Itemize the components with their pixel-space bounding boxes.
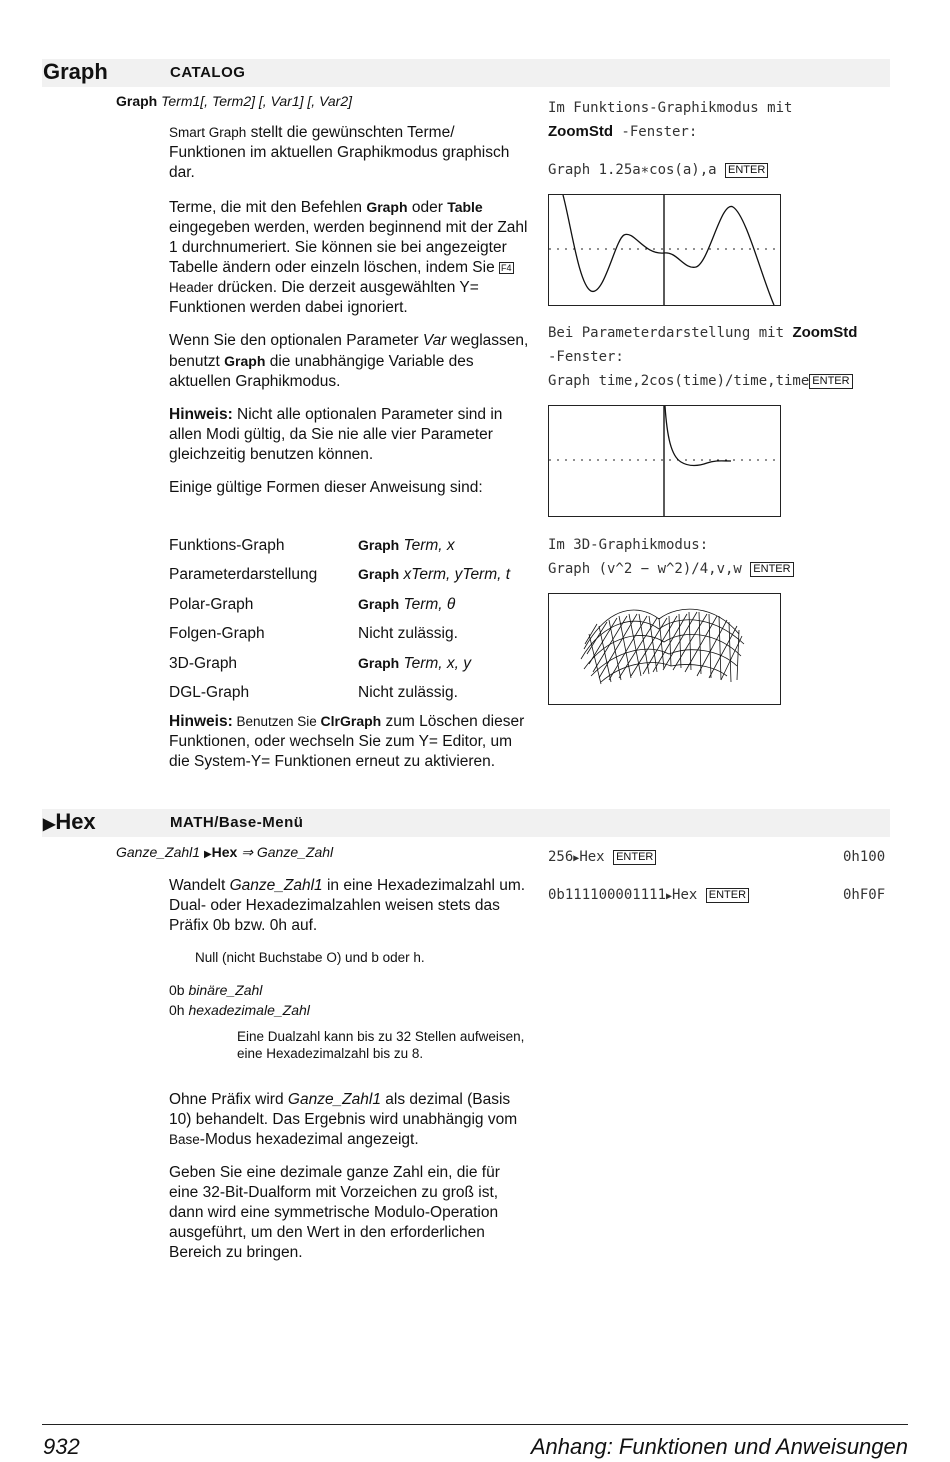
triangle-right-icon: ▶ bbox=[573, 853, 580, 864]
table-row: Folgen-Graph Nicht zulässig. bbox=[169, 625, 458, 643]
syntax-args: Term1[, Term2] [, Var1] [, Var2] bbox=[157, 93, 353, 109]
graph-p5: Einige gültige Formen dieser Anweisung sind: bbox=[169, 479, 483, 496]
screen-parametric-graph bbox=[548, 405, 781, 517]
graph-p1: Smart Graph stellt die gewünschten Terme/ Funktionen im aktuellen Graphikmodus graphisch dar. bbox=[169, 124, 510, 181]
graph-p2: Terme, die mit den Befehlen Graph oder Table eingegeben werden, werden beginnend mit der Zahl 1 durchnumeriert. Sie können sie bei angezeigter Tabelle ändern oder einzeln löschen, indem Sie F4 Header drücken. Die derzeit ausgewählten Y= Funktionen werden dabei ignoriert. bbox=[169, 199, 528, 316]
hex-note2: Eine Dualzahl kann bis zu 32 Stellen aufweisen, eine Hexadezimalzahl bis zu 8. bbox=[237, 1029, 525, 1061]
footer-divider bbox=[42, 1424, 908, 1425]
table-row: Polar-Graph Graph Term, θ bbox=[169, 595, 456, 613]
function-graph-plot bbox=[549, 195, 780, 305]
graph-category: CATALOG bbox=[170, 64, 246, 81]
hex-syntax: Ganze_Zahl1 ▶Hex ⇒ Ganze_Zahl bbox=[116, 844, 334, 860]
screen-function-graph bbox=[548, 194, 781, 306]
hex-result2: 0hF0F bbox=[843, 887, 886, 903]
hex-p3: Geben Sie eine dezimale ganze Zahl ein, die für eine 32-Bit-Dualform mit Vorzeichen zu groß ist, dann wird eine symmetrische Modulo-Operation ausgeführt, um den Wert in den erforderlichen Bereich zu bringen. bbox=[169, 1164, 500, 1261]
triangle-right-icon: ▶ bbox=[203, 849, 212, 860]
graph-title: Graph bbox=[43, 59, 108, 84]
graph-note2: Hinweis: Benutzen Sie ClrGraph zum Löschen dieser Funktionen, oder wechseln Sie zum Y= Editor, um die System-Y= Funktionen erneut zu aktivieren. bbox=[169, 713, 525, 770]
hex-prefixes: 0b binäre_Zahl 0h hexadezimale_Zahl bbox=[169, 982, 310, 1018]
hex-example1: 256▶Hex ENTER bbox=[548, 845, 656, 871]
f4-key: F4 bbox=[501, 263, 512, 273]
enter-key: ENTER bbox=[706, 888, 749, 903]
enter-key: ENTER bbox=[750, 562, 793, 577]
hex-p1: Wandelt Ganze_Zahl1 in eine Hexadezimalzahl um. Dual- oder Hexadezimalzahlen weisen stets das Präfix 0b bzw. 0h auf. bbox=[169, 877, 526, 934]
graph-description bbox=[169, 123, 529, 498]
parametric-graph-plot bbox=[549, 406, 780, 516]
page-number: 932 bbox=[43, 1434, 80, 1459]
hex-title: ▶Hex bbox=[43, 809, 96, 834]
3d-graph-plot bbox=[549, 594, 780, 704]
table-row: DGL-Graph Nicht zulässig. bbox=[169, 684, 458, 702]
graph-p3: Wenn Sie den optionalen Parameter Var weglassen, benutzt Graph die unabhängige Variable des aktuellen Graphikmodus. bbox=[169, 332, 529, 390]
hex-category: MATH/Base-Menü bbox=[170, 814, 304, 831]
graph-note1: Hinweis: Nicht alle optionalen Parameter sind in allen Modi gültig, da Sie nie alle vier Parameter gleichzeitig benutzen können. bbox=[169, 406, 503, 463]
table-row: 3D-Graph Graph Term, x, y bbox=[169, 654, 472, 672]
table-row: Funktions-Graph Graph Term, x bbox=[169, 536, 455, 554]
footer-title: Anhang: Funktionen und Anweisungen bbox=[530, 1434, 908, 1459]
example3-text: Im 3D-Graphikmodus: Graph (v^2 − w^2)/4,v,w ENTER bbox=[548, 533, 794, 581]
hex-result1: 0h100 bbox=[843, 849, 886, 865]
enter-key: ENTER bbox=[725, 163, 768, 178]
triangle-right-icon: ▶ bbox=[43, 816, 56, 833]
hex-note1: Null (nicht Buchstabe O) und b oder h. bbox=[195, 950, 425, 965]
example1-text: Im Funktions-Graphikmodus mit ZoomStd -Fenster: Graph 1.25a∗cos(a),a ENTER bbox=[548, 100, 793, 178]
graph-syntax bbox=[116, 93, 352, 109]
table-row: Parameterdarstellung Graph xTerm, yTerm, t bbox=[169, 566, 511, 584]
hex-example2: 0b111100001111▶Hex ENTER bbox=[548, 883, 749, 909]
hex-p2: Ohne Präfix wird Ganze_Zahl1 als dezimal (Basis 10) behandelt. Das Ergebnis wird unabhängig vom Base-Modus hexadezimal angezeigt. Geben Sie eine dezimale ganze Zahl ein, die für eine 32-Bit-Dualform mit Vorzeichen zu groß ist, dann wird eine symmetrische Modulo-Operation ausgeführt, um den Wert in den erforderlichen Bereich zu bringen. bbox=[169, 1090, 529, 1263]
enter-key: ENTER bbox=[613, 850, 656, 865]
graph-forms-table bbox=[169, 531, 510, 708]
enter-key: ENTER bbox=[809, 374, 852, 389]
example2-text: Bei Parameterdarstellung mit ZoomStd -Fenster: Graph time,2cos(time)/time,time ENTER bbox=[548, 324, 858, 389]
screen-3d-graph bbox=[548, 593, 781, 705]
syntax-command: Graph bbox=[116, 93, 158, 109]
triangle-right-icon: ▶ bbox=[666, 891, 673, 902]
